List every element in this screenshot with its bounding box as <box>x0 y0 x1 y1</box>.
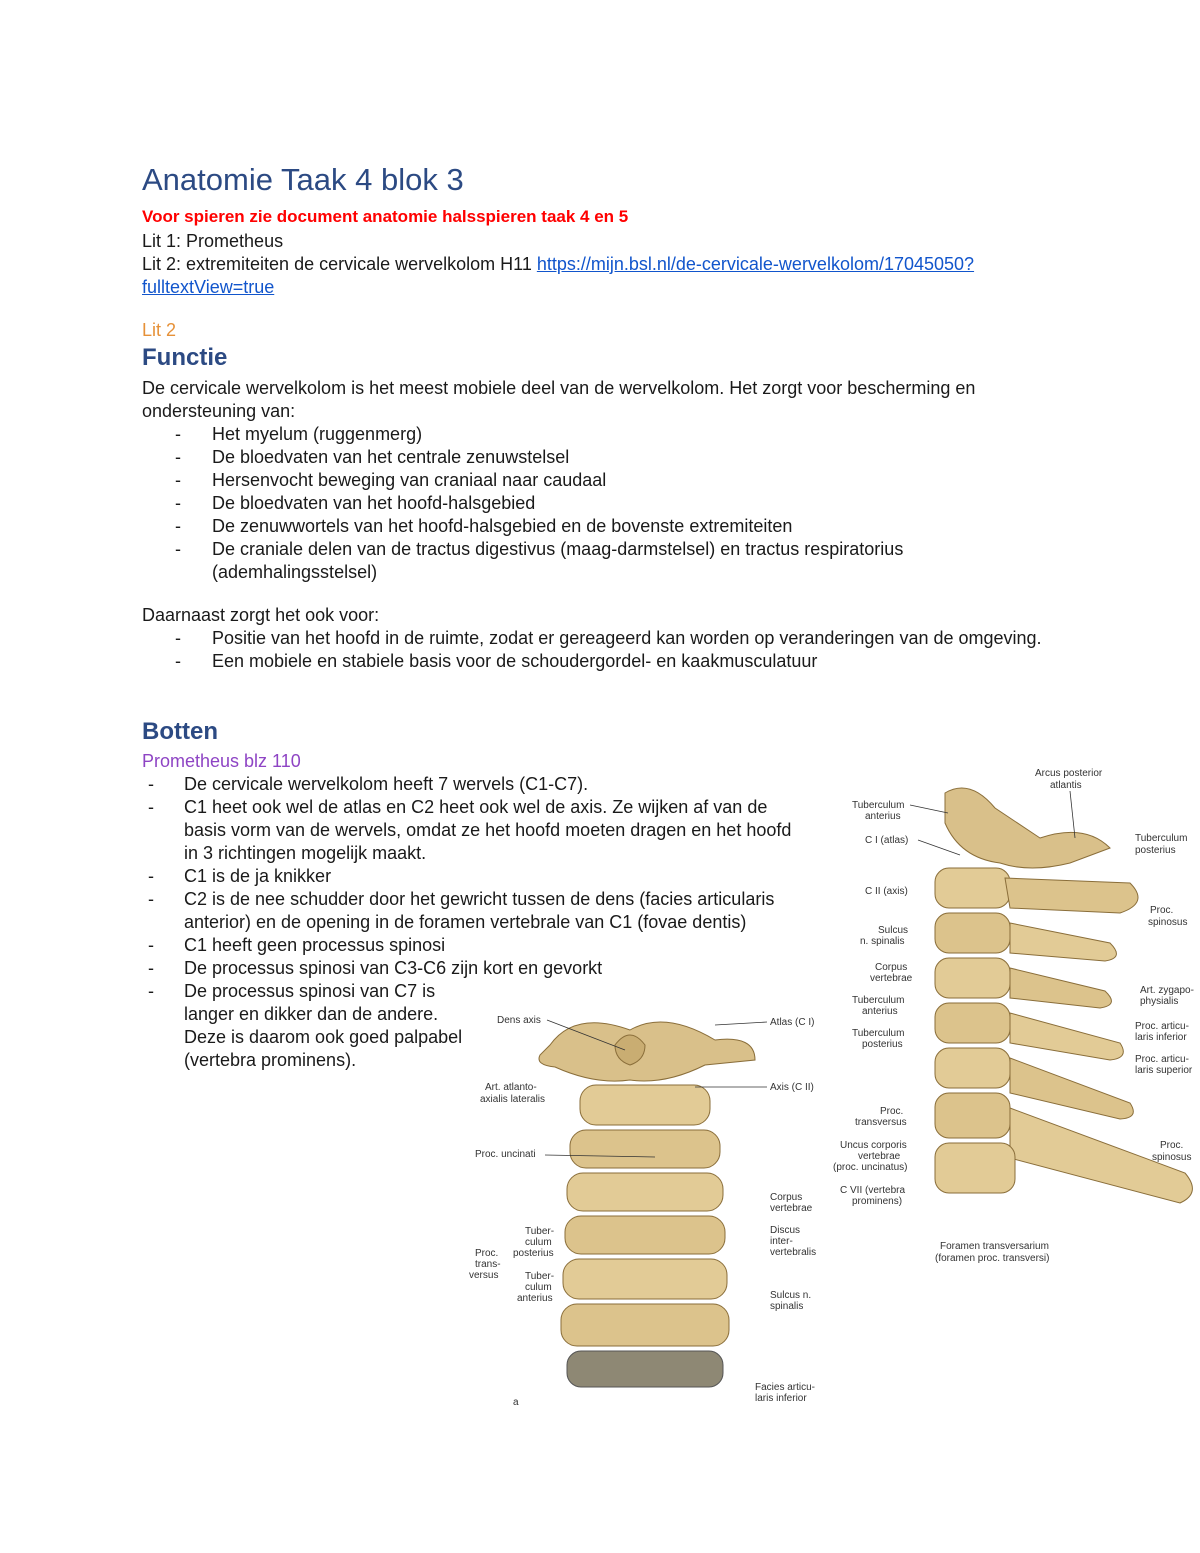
list-item-text: C1 heeft geen processus spinosi <box>184 935 446 955</box>
list-item-text: Het myelum (ruggenmerg) <box>212 424 423 444</box>
svg-text:anterius: anterius <box>517 1293 553 1304</box>
muscle-note: Voor spieren zie document anatomie halsspieren taak 4 en 5 <box>142 207 629 226</box>
lit2-link-cont[interactable]: fulltextView=true <box>142 277 275 297</box>
heading-botten: Botten <box>142 718 218 745</box>
svg-text:Uncus corporis: Uncus corporis <box>840 1140 907 1151</box>
list-item: - C1 heeft geen processus spinosi <box>148 935 446 955</box>
svg-text:physialis: physialis <box>1140 996 1179 1007</box>
svg-text:vertebrae: vertebrae <box>858 1151 901 1162</box>
svg-text:C VII (vertebra: C VII (vertebra <box>840 1185 906 1196</box>
svg-text:anterius: anterius <box>865 811 901 822</box>
list-item: - De cervicale wervelkolom heeft 7 wervels (C1-C7). <box>148 774 589 794</box>
svg-text:Tuberculum: Tuberculum <box>1135 833 1188 844</box>
svg-text:C I (atlas): C I (atlas) <box>865 835 909 846</box>
list-item: - C2 is de nee schudder door het gewricht tussen de dens (facies articularis anterior) en de opening in de foramen vertebrale van C1 (fovae dentis) <box>148 889 775 932</box>
cervical-spine-front-figure <box>455 1005 825 1410</box>
functie-intro2: Daarnaast zorgt het ook voor: <box>142 605 380 625</box>
list-item-text: De craniale delen van de tractus digestivus (maag-darmstelsel) en tractus respiratorius (ademhalingsstelsel) <box>212 539 904 582</box>
list-item-text: De processus spinosi van C7 is langer en dikker dan de andere. Deze is daarom ook goed palpabel (vertebra prominens). <box>184 981 463 1070</box>
list-item: - De bloedvaten van het hoofd-halsgebied <box>175 493 536 513</box>
svg-text:posterius: posterius <box>513 1248 554 1259</box>
svg-text:Tuberculum: Tuberculum <box>852 995 905 1006</box>
lit2-line <box>142 253 1082 299</box>
list-item-text: De zenuwwortels van het hoofd-halsgebied en de bovenste extremiteiten <box>212 516 793 536</box>
list-item: - De processus spinosi van C3-C6 zijn kort en gevorkt <box>148 958 603 978</box>
svg-text:Proc.: Proc. <box>880 1106 904 1117</box>
svg-text:Proc. uncinati: Proc. uncinati <box>475 1149 536 1160</box>
svg-text:Atlas (C I): Atlas (C I) <box>770 1017 815 1028</box>
list-item-text: C2 is de nee schudder door het gewricht tussen de dens (facies articularis anterior) en de opening in de foramen vertebrale van C1 (fovae dentis) <box>184 889 775 932</box>
svg-text:transversus: transversus <box>855 1117 907 1128</box>
list-item: - Positie van het hoofd in de ruimte, zodat er gereageerd kan worden op veranderingen van de omgeving. <box>175 628 1042 648</box>
functie-intro: De cervicale wervelkolom is het meest mobiele deel van de wervelkolom. Het zorgt voor bescherming en ondersteuning van: <box>142 378 976 421</box>
svg-text:Proc. articu-: Proc. articu- <box>1135 1021 1189 1032</box>
svg-text:Dens axis: Dens axis <box>497 1015 541 1026</box>
list-item-text: C1 is de ja knikker <box>184 866 332 886</box>
svg-text:Facies articu-: Facies articu- <box>755 1382 816 1393</box>
svg-text:Discus: Discus <box>770 1225 801 1236</box>
svg-text:culum: culum <box>525 1282 552 1293</box>
svg-text:Tuberculum: Tuberculum <box>852 800 905 811</box>
list-item-text: De bloedvaten van het centrale zenuwstelsel <box>212 447 570 467</box>
svg-text:Art. atlanto-: Art. atlanto- <box>485 1082 537 1093</box>
list-item-text: Positie van het hoofd in de ruimte, zodat er gereageerd kan worden op veranderingen van de omgeving. <box>212 628 1042 648</box>
svg-text:axialis lateralis: axialis lateralis <box>480 1094 546 1105</box>
svg-text:Axis (C II): Axis (C II) <box>770 1082 814 1093</box>
svg-text:Corpus: Corpus <box>875 962 908 973</box>
panel-label: a <box>513 1397 519 1408</box>
svg-text:Tuber-: Tuber- <box>525 1271 555 1282</box>
svg-text:Arcus posterior: Arcus posterior <box>1035 768 1103 779</box>
list-item: - Het myelum (ruggenmerg) <box>175 424 423 444</box>
svg-text:posterius: posterius <box>1135 845 1176 856</box>
svg-text:n. spinalis: n. spinalis <box>860 936 905 947</box>
list-item-text: De cervicale wervelkolom heeft 7 wervels (C1-C7). <box>184 774 589 794</box>
svg-text:prominens): prominens) <box>852 1196 903 1207</box>
svg-text:laris inferior: laris inferior <box>755 1393 807 1404</box>
svg-text:Art. zygapo-: Art. zygapo- <box>1140 985 1194 996</box>
list-item: - Hersenvocht beweging van craniaal naar caudaal <box>175 470 607 490</box>
svg-text:Tuber-: Tuber- <box>525 1226 555 1237</box>
svg-text:culum: culum <box>525 1237 552 1248</box>
svg-text:spinosus: spinosus <box>1148 917 1188 928</box>
svg-text:laris inferior: laris inferior <box>1135 1032 1187 1043</box>
lit1-line: Lit 1: Prometheus <box>142 231 284 251</box>
svg-text:laris superior: laris superior <box>1135 1065 1193 1076</box>
svg-text:vertebrae: vertebrae <box>770 1203 813 1214</box>
svg-text:Proc.: Proc. <box>475 1248 499 1259</box>
list-item-text: Hersenvocht beweging van craniaal naar caudaal <box>212 470 607 490</box>
svg-text:Proc. articu-: Proc. articu- <box>1135 1054 1189 1065</box>
list-item-text: C1 heet ook wel de atlas en C2 heet ook wel de axis. Ze wijken af van de basis vorm van de wervels, omdat ze het hoofd moeten dragen en het hoofd in 3 richtingen mogelijk maakt. <box>184 797 792 863</box>
list-item: - De processus spinosi van C7 is langer en dikker dan de andere. Deze is daarom ook goed palpabel (vertebra prominens). <box>148 981 463 1070</box>
section-source: Lit 2 <box>142 320 177 340</box>
functie-list2 <box>142 627 1072 673</box>
svg-text:spinosus: spinosus <box>1152 1152 1192 1163</box>
svg-text:posterius: posterius <box>862 1039 903 1050</box>
list-item: - De bloedvaten van het centrale zenuwstelsel <box>175 447 570 467</box>
svg-text:Foramen transversarium: Foramen transversarium <box>940 1241 1049 1252</box>
vertebra-stack-front <box>539 1022 755 1387</box>
list-item: - De craniale delen van de tractus digestivus (maag-darmstelsel) en tractus respiratorius (ademhalingsstelsel) <box>175 539 904 582</box>
svg-text:(proc. uncinatus): (proc. uncinatus) <box>833 1162 908 1173</box>
svg-text:C II (axis): C II (axis) <box>865 886 908 897</box>
svg-text:trans-: trans- <box>475 1259 501 1270</box>
list-item-text: De bloedvaten van het hoofd-halsgebied <box>212 493 536 513</box>
svg-text:Sulcus n.: Sulcus n. <box>770 1290 812 1301</box>
svg-text:Corpus: Corpus <box>770 1192 803 1203</box>
svg-text:vertebrae: vertebrae <box>870 973 913 984</box>
svg-text:vertebralis: vertebralis <box>770 1247 817 1258</box>
svg-text:Sulcus: Sulcus <box>878 925 909 936</box>
list-item-text: De processus spinosi van C3-C6 zijn kort en gevorkt <box>184 958 603 978</box>
svg-text:Tuberculum: Tuberculum <box>852 1028 905 1039</box>
svg-text:Proc.: Proc. <box>1160 1140 1184 1151</box>
lit2-prefix: Lit 2: extremiteiten de cervicale wervelkolom H11 <box>142 254 537 274</box>
svg-text:atlantis: atlantis <box>1050 780 1082 791</box>
list-item: - Een mobiele en stabiele basis voor de schoudergordel- en kaakmusculatuur <box>175 651 818 671</box>
cervical-spine-side-figure <box>830 763 1200 1268</box>
svg-text:inter-: inter- <box>770 1236 793 1247</box>
list-item: - C1 heet ook wel de atlas en C2 heet ook wel de axis. Ze wijken af van de basis vorm van de wervels, omdat ze het hoofd moeten dragen en het hoofd in 3 richtingen mogelijk maakt. <box>148 797 792 863</box>
botten-source: Prometheus blz 110 <box>142 751 301 771</box>
list-item-text: Een mobiele en stabiele basis voor de schoudergordel- en kaakmusculatuur <box>212 651 818 671</box>
svg-text:anterius: anterius <box>862 1006 898 1017</box>
list-item: - C1 is de ja knikker <box>148 866 332 886</box>
list-item: - De zenuwwortels van het hoofd-halsgebied en de bovenste extremiteiten <box>175 516 793 536</box>
page-title: Anatomie Taak 4 blok 3 <box>142 162 464 197</box>
svg-text:(foramen proc. transversi): (foramen proc. transversi) <box>935 1253 1050 1264</box>
functie-list <box>142 423 1072 584</box>
svg-text:spinalis: spinalis <box>770 1301 804 1312</box>
svg-text:Proc.: Proc. <box>1150 905 1174 916</box>
heading-functie: Functie <box>142 344 228 371</box>
svg-text:versus: versus <box>469 1270 499 1281</box>
lit2-link[interactable]: https://mijn.bsl.nl/de-cervicale-wervelkolom/17045050? <box>536 254 975 274</box>
